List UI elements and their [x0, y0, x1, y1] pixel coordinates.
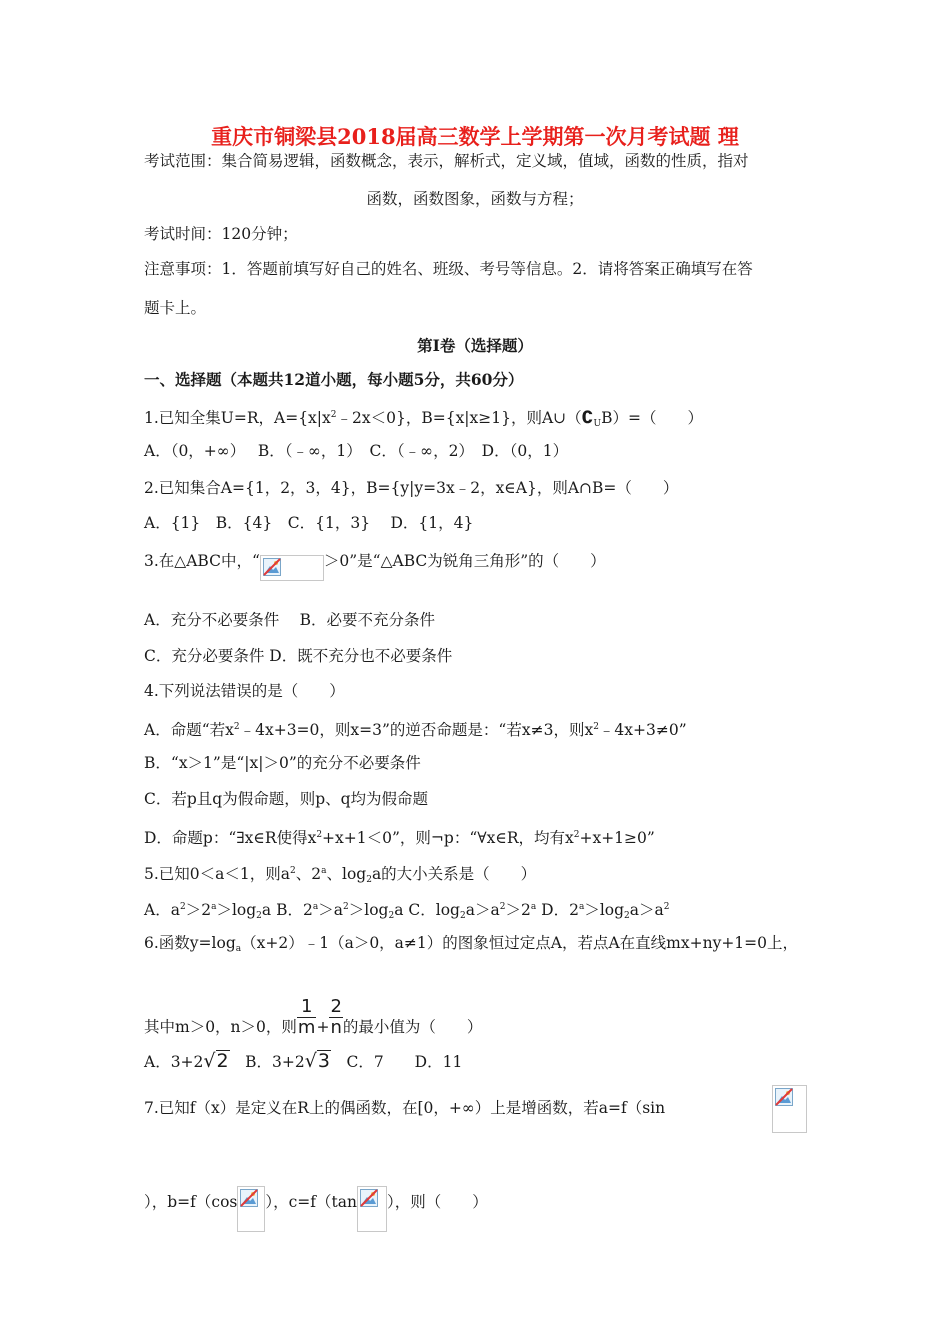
exam-time: 考试时间：120分钟； — [144, 225, 298, 243]
question-5: 5.已知0＜a＜1，则$a^2$、2$^a$、$\log_2a$的大小关系是（ ） — [144, 865, 537, 885]
sqrt-3: √3 — [304, 1050, 330, 1072]
part-title: 一、选择题（本题共12道小题，每小题5分，共60分） — [144, 370, 524, 389]
fraction-1-over-m: $\frac{1}{m}$ — [297, 996, 316, 1038]
question-2: 2.已知集合A={1，2，3，4}，B={y|y=3x﹣2，x∈A}，则A∩B=（ ） — [144, 479, 679, 497]
exam-notes-line2: 题卡上。 — [144, 299, 207, 317]
exam-title: 重庆市铜梁县2018届高三数学上学期第一次月考试题 理 — [211, 124, 739, 149]
question-5-options: A．$a^2>2^a>\log_2a$ B．$2^a>a^2>\log_2a$ C．$\log_2a>a^2>2^a$ D．$2^a>\log_2a>a^2$ — [144, 901, 670, 921]
question-4-option-a: A．命题“若$x^2﹣4x+3=0$，则x=3”的逆否命题是：“若x≠3，则$x^2﹣4x+3\ne 0$” — [144, 721, 687, 739]
sqrt-2: √2 — [203, 1050, 229, 1072]
exam-scope-line2: 函数，函数图象，函数与方程； — [366, 190, 584, 208]
volume-title: 第Ⅰ卷（选择题） — [417, 336, 533, 355]
question-1-options: A．（0，+∞） B．（﹣∞，1） C．（﹣∞，2） D．（0，1） — [144, 442, 569, 460]
question-3-options-cd: C．充分必要条件 D．既不充分也不必要条件 — [144, 647, 453, 665]
question-3: 3.在△ABC中，“ ＞0”是“△ABC为锐角三角形”的（ ） — [144, 549, 606, 575]
question-4-option-b: B．“x＞1”是“|x|＞0”的充分不必要条件 — [144, 754, 421, 772]
question-6-line1: 6.函数$y=\log_a(x+2)﹣1(a>0$，a≠1）的图象恒过定点A，若点A在直线mx+ny+1=0上， — [144, 934, 799, 954]
question-4-option-d: D．命题p：“∃x∈R使得$x^2+x+1<0$”，则¬p：“∀x∈R，均有$x^2+x+1\ge 0$” — [144, 829, 655, 847]
broken-image-icon — [237, 1186, 265, 1232]
exam-notes-line1: 注意事项：1．答题前填写好自己的姓名、班级、考号等信息。2．请将答案正确填写在答 — [144, 260, 753, 278]
question-4-option-c: C．若p且q为假命题，则p、q均为假命题 — [144, 790, 429, 808]
question-3-options-ab: A．充分不必要条件 B．必要不充分条件 — [144, 611, 436, 629]
question-2-options: A．{1} B．{4} C．{1，3} D．{1，4} — [144, 514, 474, 532]
question-6-options: A．3+2√2 B．3+2√3 C．7 D．11 — [144, 1050, 463, 1072]
question-1: 1.已知全集U=R，$A=\{x|x^2﹣2x<0\}$，B={x|x≥1}，则$A\cup(∁_UB)=$（ ） — [144, 408, 703, 429]
question-7-line1: 7.已知f（x）是定义在R上的偶函数，在[0，+∞）上是增函数，若a=f（sin — [144, 1099, 666, 1117]
question-6-line2: 其中m＞0，n＞0，则 $\frac{1}{m}$ + $\frac{2}{n}$ 的最小值为（ ） — [144, 996, 483, 1038]
broken-image-icon — [357, 1186, 387, 1232]
broken-image-icon — [260, 555, 324, 581]
broken-image-icon — [772, 1085, 807, 1133]
question-7-line2: ），b=f（cos ），c=f（tan ），则（ ） — [144, 1180, 488, 1226]
exam-scope-line1: 考试范围：集合简易逻辑，函数概念，表示，解析式，定义域，值域，函数的性质，指对 — [144, 152, 749, 170]
fraction-2-over-n: $\frac{2}{n}$ — [330, 996, 342, 1038]
question-4: 4.下列说法错误的是（ ） — [144, 682, 345, 700]
